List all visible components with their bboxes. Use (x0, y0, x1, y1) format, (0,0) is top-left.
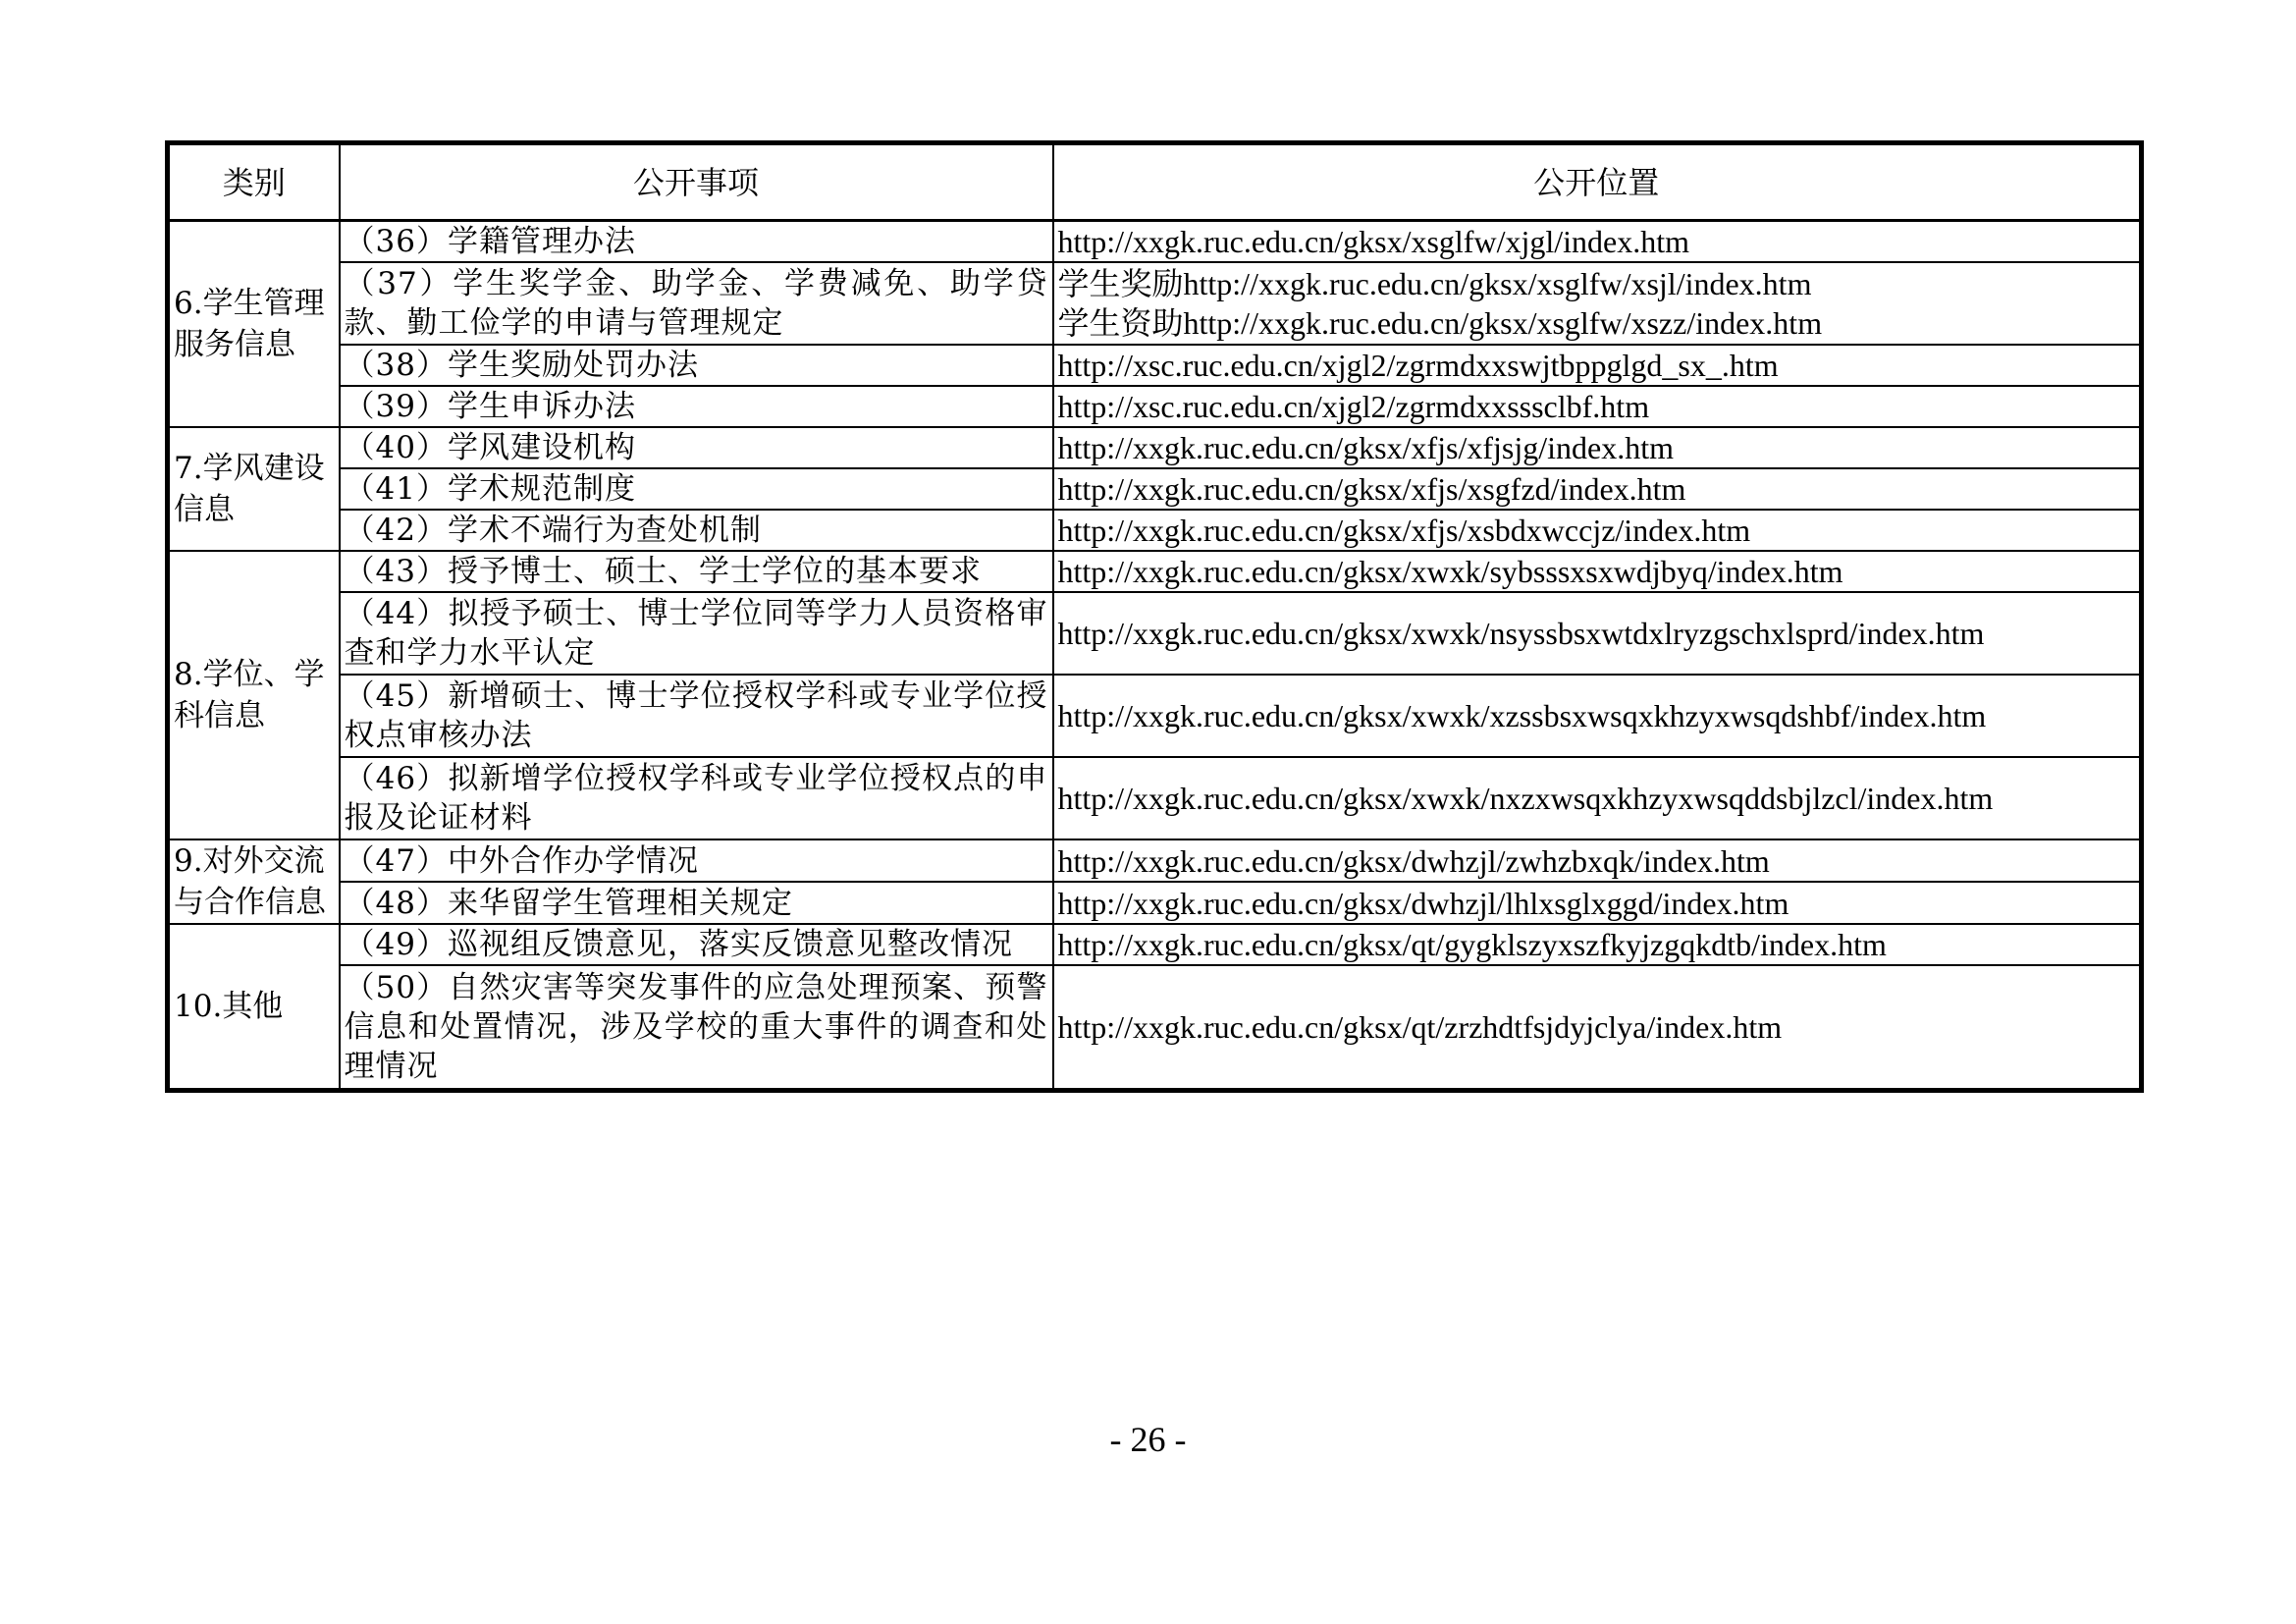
table-row (168, 221, 2142, 263)
item-cell: （46）拟新增学位授权学科或专业学位授权点的申报及论证材料 (340, 757, 1053, 839)
item-cell: （40）学风建设机构 (340, 427, 1053, 468)
header-item: 公开事项 (340, 143, 1053, 221)
location-link[interactable]: http://xxgk.ruc.edu.cn/gksx/xwxk/nsyssbsxwtdxlryzgschxlsprd/index.htm (1053, 592, 2142, 675)
item-cell: （41）学术规范制度 (340, 468, 1053, 510)
header-category: 类别 (168, 143, 340, 221)
table-row (168, 675, 2142, 757)
category-cell: 6.学生管理服务信息 (168, 221, 340, 428)
location-link[interactable]: http://xxgk.ruc.edu.cn/gksx/xfjs/xfjsjg/index.htm (1053, 427, 2142, 468)
table-row (168, 427, 2142, 468)
table-row (168, 468, 2142, 510)
item-cell: （48）来华留学生管理相关规定 (340, 882, 1053, 924)
location-link[interactable]: http://xxgk.ruc.edu.cn/gksx/xwxk/nxzxwsqxkhzyxwsqddsbjlzcl/index.htm (1053, 757, 2142, 839)
item-cell: （39）学生申诉办法 (340, 386, 1053, 427)
category-cell: 10.其他 (168, 924, 340, 1091)
table-row (168, 592, 2142, 675)
category-cell: 8.学位、学科信息 (168, 551, 340, 839)
location-link[interactable]: http://xxgk.ruc.edu.cn/gksx/xwxk/xzssbsxwsqxkhzyxwsqdshbf/index.htm (1053, 675, 2142, 757)
item-cell: （38）学生奖励处罚办法 (340, 345, 1053, 386)
item-cell: （45）新增硕士、博士学位授权学科或专业学位授权点审核办法 (340, 675, 1053, 757)
location-link[interactable]: http://xxgk.ruc.edu.cn/gksx/xfjs/xsgfzd/index.htm (1053, 468, 2142, 510)
table-row (168, 882, 2142, 924)
location-link[interactable]: 学生奖励http://xxgk.ruc.edu.cn/gksx/xsglfw/xsjl/index.htm (1057, 266, 1812, 301)
location-link[interactable]: http://xsc.ruc.edu.cn/xjgl2/zgrmdxxswjtbppglgd_sx_.htm (1053, 345, 2142, 386)
location-cell (1053, 262, 2142, 345)
category-cell: 7.学风建设信息 (168, 427, 340, 551)
item-cell: （43）授予博士、硕士、学士学位的基本要求 (340, 551, 1053, 592)
location-link[interactable]: http://xxgk.ruc.edu.cn/gksx/dwhzjl/lhlxsglxggd/index.htm (1053, 882, 2142, 924)
location-link[interactable]: http://xxgk.ruc.edu.cn/gksx/xfjs/xsbdxwccjz/index.htm (1053, 510, 2142, 551)
item-cell: （50）自然灾害等突发事件的应急处理预案、预警信息和处置情况，涉及学校的重大事件的调查和处理情况 (340, 965, 1053, 1091)
table-row (168, 262, 2142, 345)
location-link[interactable]: http://xsc.ruc.edu.cn/xjgl2/zgrmdxxsssclbf.htm (1053, 386, 2142, 427)
category-cell: 9.对外交流与合作信息 (168, 839, 340, 924)
item-cell: （36）学籍管理办法 (340, 221, 1053, 263)
table-row (168, 386, 2142, 427)
header-location: 公开位置 (1053, 143, 2142, 221)
location-link[interactable]: http://xxgk.ruc.edu.cn/gksx/xsglfw/xjgl/index.htm (1053, 221, 2142, 263)
location-link[interactable]: http://xxgk.ruc.edu.cn/gksx/qt/zrzhdtfsjdyjclya/index.htm (1053, 965, 2142, 1091)
item-cell: （49）巡视组反馈意见，落实反馈意见整改情况 (340, 924, 1053, 965)
location-link[interactable]: 学生资助http://xxgk.ruc.edu.cn/gksx/xsglfw/xszz/index.htm (1057, 305, 1823, 341)
page-number: - 26 - (1109, 1420, 1187, 1459)
item-cell: （42）学术不端行为查处机制 (340, 510, 1053, 551)
table-row (168, 924, 2142, 965)
item-cell: （44）拟授予硕士、博士学位同等学力人员资格审查和学力水平认定 (340, 592, 1053, 675)
location-link[interactable]: http://xxgk.ruc.edu.cn/gksx/xwxk/sybsssxsxwdjbyq/index.htm (1053, 551, 2142, 592)
table-row (168, 757, 2142, 839)
table-row (168, 510, 2142, 551)
table-row (168, 839, 2142, 882)
item-cell: （47）中外合作办学情况 (340, 839, 1053, 882)
table-row (168, 345, 2142, 386)
location-link[interactable]: http://xxgk.ruc.edu.cn/gksx/qt/gygklszyxszfkyjzgqkdtb/index.htm (1053, 924, 2142, 965)
table-row (168, 551, 2142, 592)
location-link[interactable]: http://xxgk.ruc.edu.cn/gksx/dwhzjl/zwhzbxqk/index.htm (1053, 839, 2142, 882)
table-row (168, 965, 2142, 1091)
item-cell: （37）学生奖学金、助学金、学费减免、助学贷款、勤工俭学的申请与管理规定 (340, 262, 1053, 345)
table-header-row (168, 143, 2142, 221)
disclosure-table (165, 140, 2144, 1093)
